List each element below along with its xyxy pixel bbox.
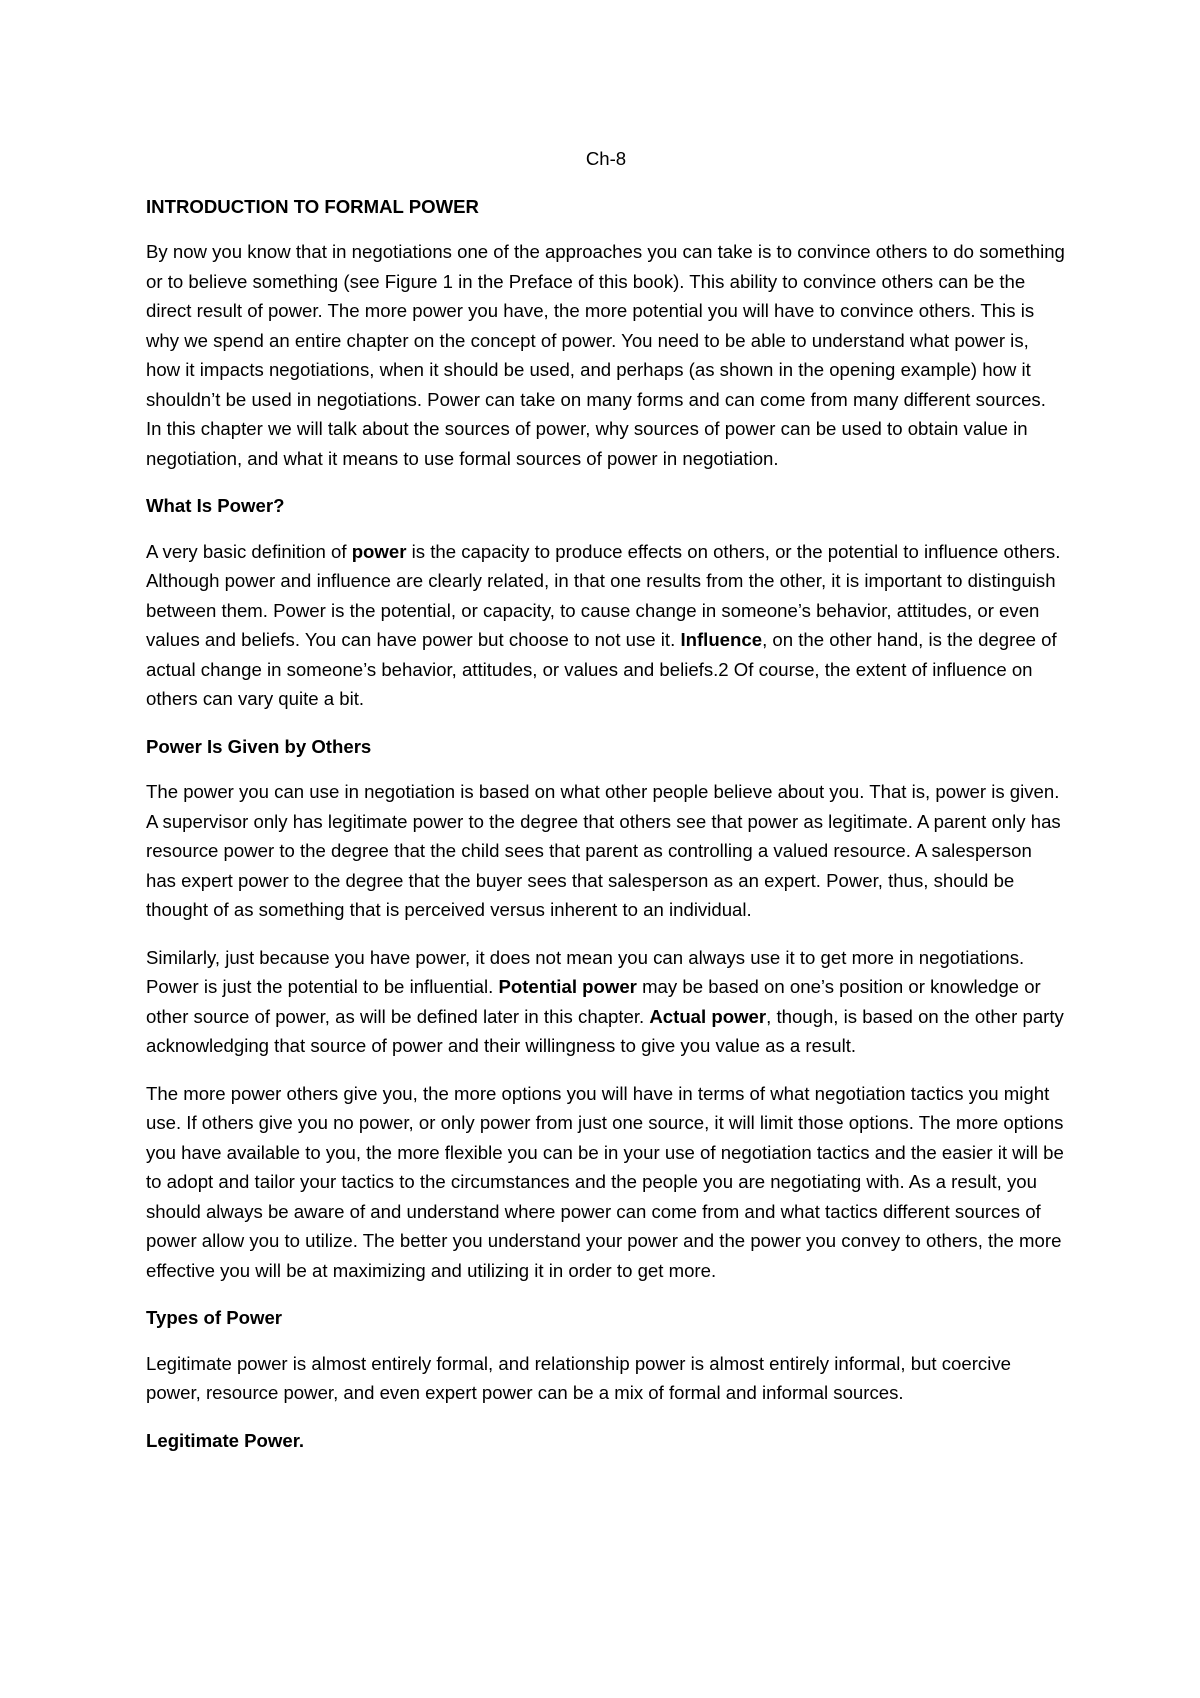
paragraph-text: may be based on one’s position or knowledge or other source of power, as will be defined later in this chapter.: [146, 976, 1041, 1027]
heading-what-is-power: What Is Power?: [146, 495, 285, 516]
heading-power-given-by-others: Power Is Given by Others: [146, 735, 372, 757]
paragraph-power-is-given: The power you can use in negotiation is based on what other people believe about you. That is, power is given. A supervisor only has legitimate power to the degree that others see that power as legitimate. A parent only has resource power to the degree that the child sees that parent as controlling a valued resource. A salesperson has expert power to the degree that the buyer sees that salesperson as an expert. Power, thus, should be thought of as something that is perceived versus inherent to an individual.: [146, 781, 1061, 920]
paragraph-types-of-power: Legitimate power is almost entirely formal, and relationship power is almost entirely informal, but coercive power, resource power, and even expert power can be a mix of formal and informal sources.: [146, 1352, 1011, 1403]
intro-paragraph: By now you know that in negotiations one of the approaches you can take is to convince others to do something or to believe something (see Figure 1 in the Preface of this book). This ability to convince others can be the direct result of power. The more power you have, the more potential you will have to convince others. This is why we spend an entire chapter on the concept of power. You need to be able to understand what power is, how it impacts negotiations, when it should be used, and perhaps (as shown in the opening example) how it shouldn’t be used in negotiations. Power can take on many forms and can come from many different sources. In this chapter we will talk about the sources of power, why sources of power can be used to obtain value in negotiation, and what it means to use formal sources of power in negotiation.: [146, 241, 1065, 469]
paragraph-power-definition: [146, 537, 1066, 714]
paragraph-potential-actual-power: [146, 943, 1066, 1061]
paragraph-text: , on the other hand, is the degree of actual change in someone’s behavior, attitudes, or values and beliefs.2 Of course, the extent of influence on others can vary quite a bit.: [146, 629, 1057, 709]
heading-legitimate-power: Legitimate Power.: [146, 1429, 305, 1451]
paragraph-text: A very basic definition of: [146, 540, 352, 562]
paragraph-text: , though, is based on the other party acknowledging that source of power and their willingness to give you value as a result.: [146, 1005, 1064, 1056]
paragraph-text: Similarly, just because you have power, it does not mean you can always use it to get more in negotiations. Power is just the potential to be influential.: [146, 946, 1025, 997]
term-actual-power: Actual power: [649, 1005, 767, 1027]
document-title: INTRODUCTION TO FORMAL POWER: [146, 195, 479, 217]
term-potential-power: Potential power: [498, 976, 637, 997]
term-power: power: [351, 540, 407, 562]
heading-types-of-power: Types of Power: [146, 1307, 283, 1328]
chapter-label: Ch-8: [585, 148, 627, 169]
term-influence: Influence: [680, 629, 763, 650]
paragraph-more-power-options: The more power others give you, the more options you will have in terms of what negotiation tactics you might use. If others give you no power, or only power from just one source, it will limit those options. The more options you have available to you, the more flexible you can be in your use of negotiation tactics and the easier it will be to adopt and tailor your tactics to the circumstances and the people you are negotiating with. As a result, you should always be aware of and understand where power can come from and what tactics different sources of power allow you to utilize. The better you understand your power and the power you convey to others, the more effective you will be at maximizing and utilizing it in order to get more.: [146, 1082, 1064, 1281]
paragraph-text: is the capacity to produce effects on others, or the potential to influence others. Although power and influence are clearly related, in that one results from the other, it is important to distinguish between them. Power is the potential, or capacity, to cause change in someone’s behavior, attitudes, or even values and beliefs. You can have power but choose to not use it.: [146, 540, 1061, 650]
document-body: [146, 144, 1066, 1471]
